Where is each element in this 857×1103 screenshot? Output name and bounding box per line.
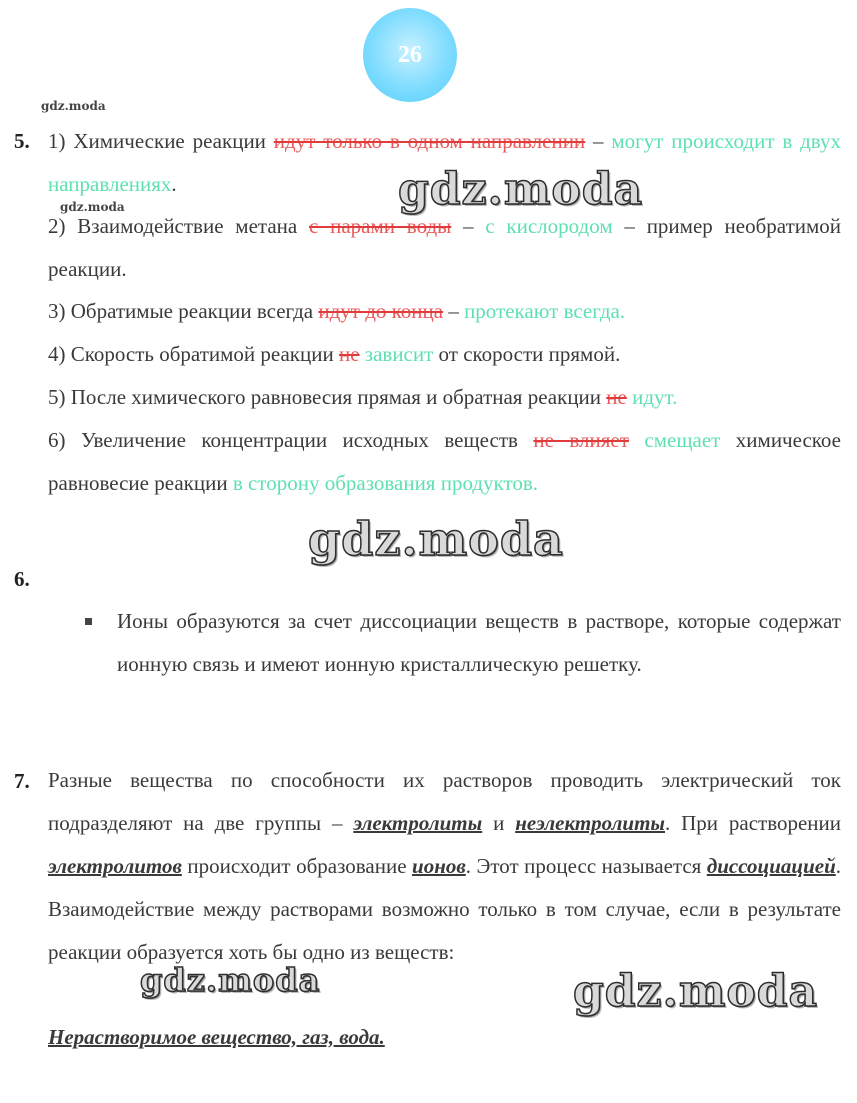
corrected-text: идут. [632,385,678,409]
answer-blank: электролитов [48,854,182,878]
answer-blank: электролиты [353,811,483,835]
corrected-text: могут происходит в двух направлениях [48,129,841,196]
watermark-small: gdz.moda [60,200,125,214]
watermark-large: gdz.moda [398,164,644,215]
corrected-text: зависит [364,342,434,366]
task-5-item-5: 5) После химического равновесия прямая и обратная реакции не идут. [48,385,678,409]
task-7-text: Разные вещества по способности их растворов проводить электрический ток подразделяют на две группы – электролиты и неэлектролиты. При растворении электролитов происходит образование ионов. Этот процесс называется диссоциацией. Взаимодействие между растворами возможно только в том случае, если в результате реакции образуется хоть бы одно из веществ: [48,768,841,964]
corrected-text: смещает [644,428,721,452]
task-6-bullet-text: Ионы образуются за счет диссоциации веществ в растворе, которые содержат ионную связь и имеют ионную кристаллическую решетку. [117,609,841,676]
task-5-number: 5. [14,129,30,153]
answer-blank: диссоциацией [706,854,836,878]
answer-blank: ионов [412,854,466,878]
watermark-large: gdz.moda [573,966,819,1017]
watermark-large: gdz.moda [140,961,321,999]
crossed-out-text: не [606,385,627,409]
task-5-item-1: 1) Химические реакции идут только в одном направлении – могут происходит в двух направлениях. [48,129,841,196]
crossed-out-text: идут до конца [318,299,444,323]
crossed-out-text: с парами воды [309,214,452,238]
task-5-item-6: 6) Увеличение концентрации исходных веществ не влияет смещает химическое равновесие реакции в сторону образования продуктов. [48,428,841,495]
task-7-answer: Нерастворимое вещество, газ, вода. [48,1025,385,1049]
task-7-number: 7. [14,769,30,793]
bullet-marker [85,618,92,625]
task-5-item-2: 2) Взаимодействие метана с парами воды – с кислородом – пример необратимой реакции. [48,214,842,281]
task-5-item-3: 3) Обратимые реакции всегда идут до конца – протекают всегда. [48,299,626,323]
task-5-item-4: 4) Скорость обратимой реакции не зависит от скорости прямой. [48,342,621,366]
corrected-text: протекают всегда. [464,299,626,323]
page-number-badge [363,8,457,102]
crossed-out-text: не [338,342,360,366]
task-6-number: 6. [14,567,30,591]
answer-blank: неэлектролиты [515,811,665,835]
crossed-out-text: не влияет [533,428,629,452]
corrected-text: с кислородом [485,214,613,238]
crossed-out-text: идут только в одном направлении [273,129,586,153]
watermark-small: gdz.moda [41,99,106,113]
page-number: 26 [398,41,422,68]
corrected-text: в сторону образования продуктов. [232,471,539,495]
watermark-large: gdz.moda [308,512,564,566]
